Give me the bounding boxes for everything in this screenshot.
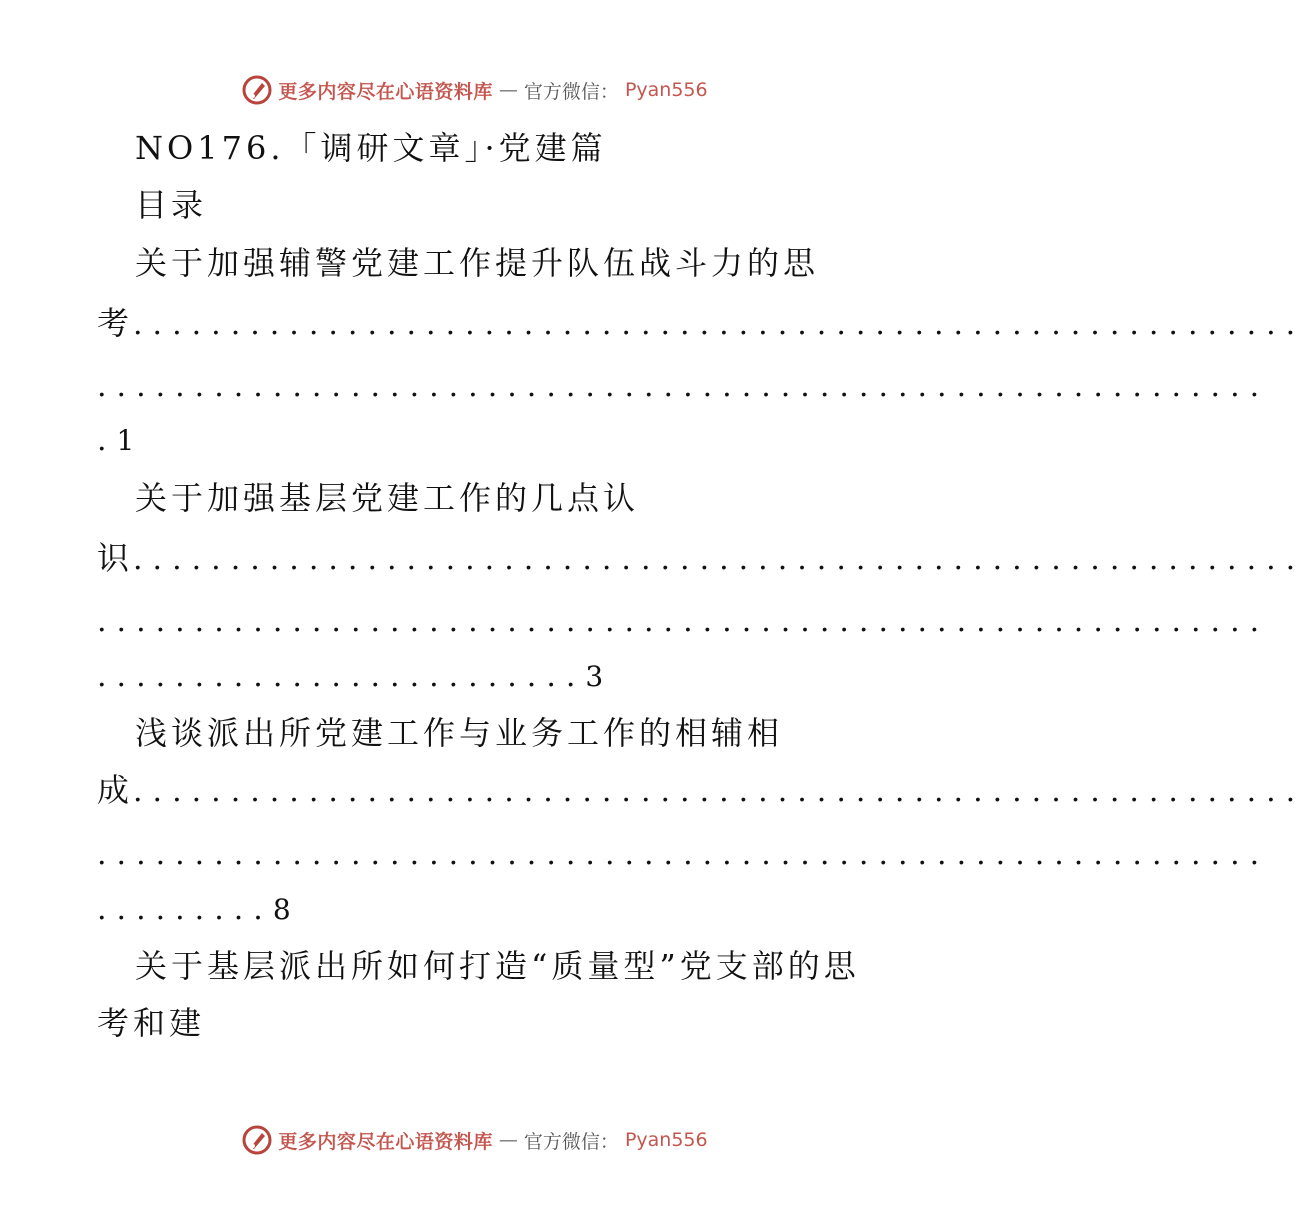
- footer-separator: —: [498, 1129, 518, 1151]
- toc-entry-1-page: 1: [116, 424, 135, 457]
- toc-entry-1-title: 关于加强辅警党建工作提升队伍战斗力的思: [135, 244, 820, 282]
- toc-entry-3-leader: ............................................................: [133, 774, 1305, 809]
- toc-entry-1-title-tail: 考: [97, 304, 134, 342]
- pen-logo-icon: [242, 75, 272, 105]
- toc-entry-3-leader-3: .........: [97, 892, 273, 927]
- toc-entry-2-line2: [0, 535, 1305, 581]
- toc-heading: 目录: [135, 186, 208, 224]
- toc-entry-2-page: 3: [585, 660, 604, 693]
- toc-entry-1-line2: [0, 300, 1305, 346]
- toc-entry-1-leader: ............................................................: [133, 307, 1305, 342]
- toc-entry-1-leader-3: .: [97, 423, 117, 458]
- toc-entry-3-title: 浅谈派出所党建工作与业务工作的相辅相: [135, 714, 784, 752]
- toc-entry-3-page-line: [0, 885, 1047, 931]
- toc-entry-3-title-tail: 成: [97, 771, 134, 809]
- pen-logo-icon: [242, 1125, 272, 1155]
- banner-separator: —: [498, 79, 518, 101]
- toc-entry-4-title-tail: 考和建: [97, 1004, 206, 1042]
- banner-main-text: 更多内容尽在心语资料库: [278, 80, 493, 103]
- toc-entry-2-leader-2: ............................................................: [97, 604, 1270, 639]
- toc-entry-2-page-line: [0, 652, 1047, 698]
- header-banner: [0, 70, 950, 110]
- toc-entry-2-title: 关于加强基层党建工作的几点认: [135, 479, 640, 517]
- toc-entry-3-leader-2: ............................................................: [97, 837, 1270, 872]
- document-title: NO176.「调研文章」·党建篇: [135, 129, 607, 167]
- toc-entry-3-leader-cont: [0, 830, 1270, 876]
- toc-entry-4-title: 关于基层派出所如何打造“质量型”党支部的思: [135, 947, 860, 985]
- toc-entry-2-leader-3: .........................: [97, 659, 586, 694]
- toc-entry-2-title-tail: 识: [97, 539, 134, 577]
- toc-entry-2-leader-cont: [0, 597, 1270, 643]
- toc-entry-1-page-line: [0, 416, 1047, 462]
- footer-main-text: 更多内容尽在心语资料库: [278, 1130, 493, 1153]
- toc-entry-3-line2: [0, 767, 1305, 813]
- toc-entry-1-leader-cont: [0, 362, 1270, 408]
- toc-entry-1-leader-2: ............................................................: [97, 369, 1270, 404]
- footer-wechat-id: Pyan556: [624, 1129, 708, 1151]
- banner-wechat-label: 官方微信：: [523, 80, 619, 103]
- footer-wechat-label: 官方微信：: [523, 1130, 619, 1153]
- toc-entry-3-page: 8: [272, 893, 291, 926]
- banner-wechat-id: Pyan556: [624, 79, 708, 101]
- toc-entry-2-leader: ............................................................: [133, 542, 1305, 577]
- footer-banner: [0, 1120, 950, 1160]
